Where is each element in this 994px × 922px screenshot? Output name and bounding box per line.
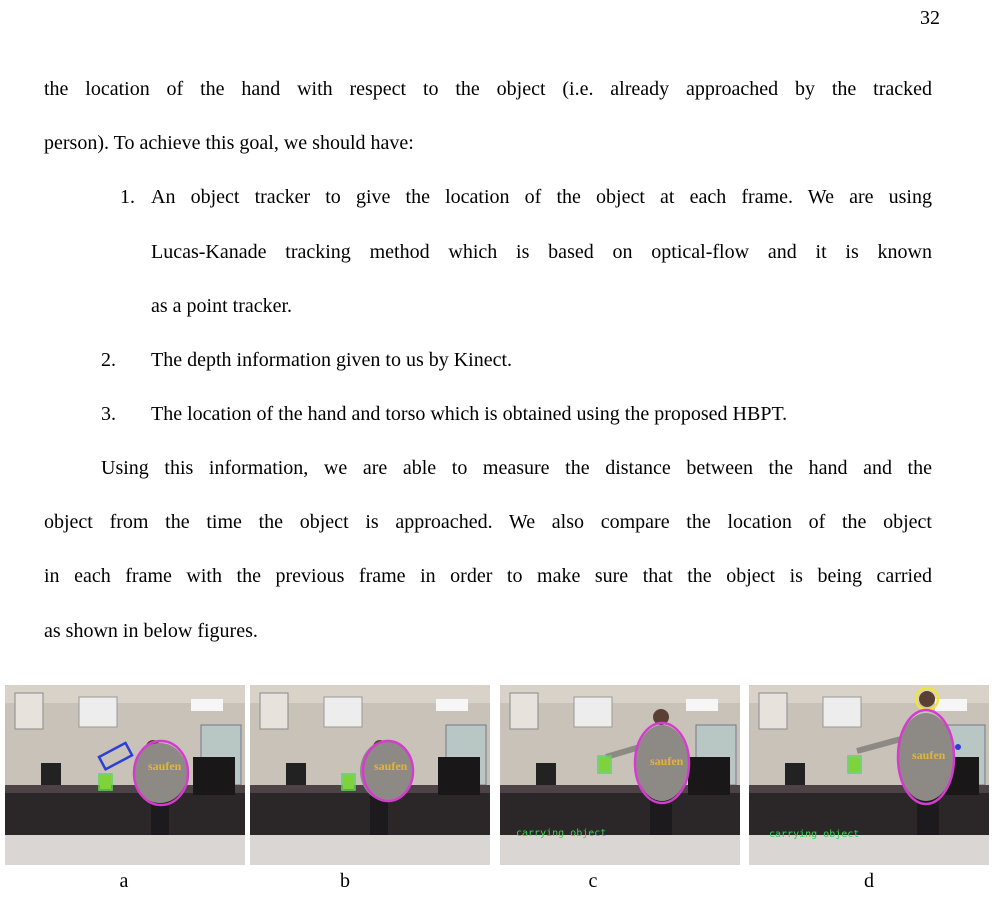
shirt-print: saufen	[374, 759, 408, 773]
shirt-print: saufen	[148, 759, 182, 773]
body-text-line: as shown in below figures.	[44, 620, 258, 642]
body-text-line: the location of the hand with respect to the object (i.e. already approached by the tracked	[44, 78, 932, 100]
figure-b	[250, 685, 490, 865]
shirt-print: saufen	[912, 748, 946, 762]
overlay-status-text: carrying object	[769, 829, 860, 840]
hand-marker	[955, 744, 961, 750]
caption-b: b	[340, 870, 350, 892]
scene-image	[250, 685, 490, 865]
list-item-line: The location of the hand and torso which is obtained using the proposed HBPT.	[151, 403, 788, 425]
caption-c: c	[588, 870, 598, 892]
list-item-number: 1.	[120, 186, 135, 208]
caption-a: a	[119, 870, 129, 892]
list-item-line: An object tracker to give the location of the object at each frame. We are using	[151, 186, 932, 208]
figure-d	[749, 685, 989, 865]
scene-image	[500, 685, 740, 865]
shirt-print: saufen	[650, 754, 684, 768]
caption-d: d	[864, 870, 874, 892]
body-text-line: person). To achieve this goal, we should have:	[44, 132, 414, 154]
list-item-line: Lucas-Kanade tracking method which is based on optical-flow and it is known	[151, 241, 932, 263]
figure-a	[5, 685, 245, 865]
list-item-line: The depth information given to us by Kinect.	[151, 349, 513, 371]
list-item-number: 3.	[101, 403, 116, 425]
page-number: 32	[920, 7, 940, 29]
body-text-line: in each frame with the previous frame in order to make sure that the object is being carried	[44, 565, 932, 587]
scene-image	[749, 685, 989, 865]
body-text-line: object from the time the object is approached. We also compare the location of the object	[44, 511, 932, 533]
list-item-line: as a point tracker.	[151, 295, 293, 317]
list-item-number: 2.	[101, 349, 116, 371]
body-text-line: Using this information, we are able to measure the distance between the hand and the	[101, 457, 932, 479]
scene-image	[5, 685, 245, 865]
figure-c	[500, 685, 740, 865]
overlay-status-text: carrying object	[516, 828, 607, 839]
